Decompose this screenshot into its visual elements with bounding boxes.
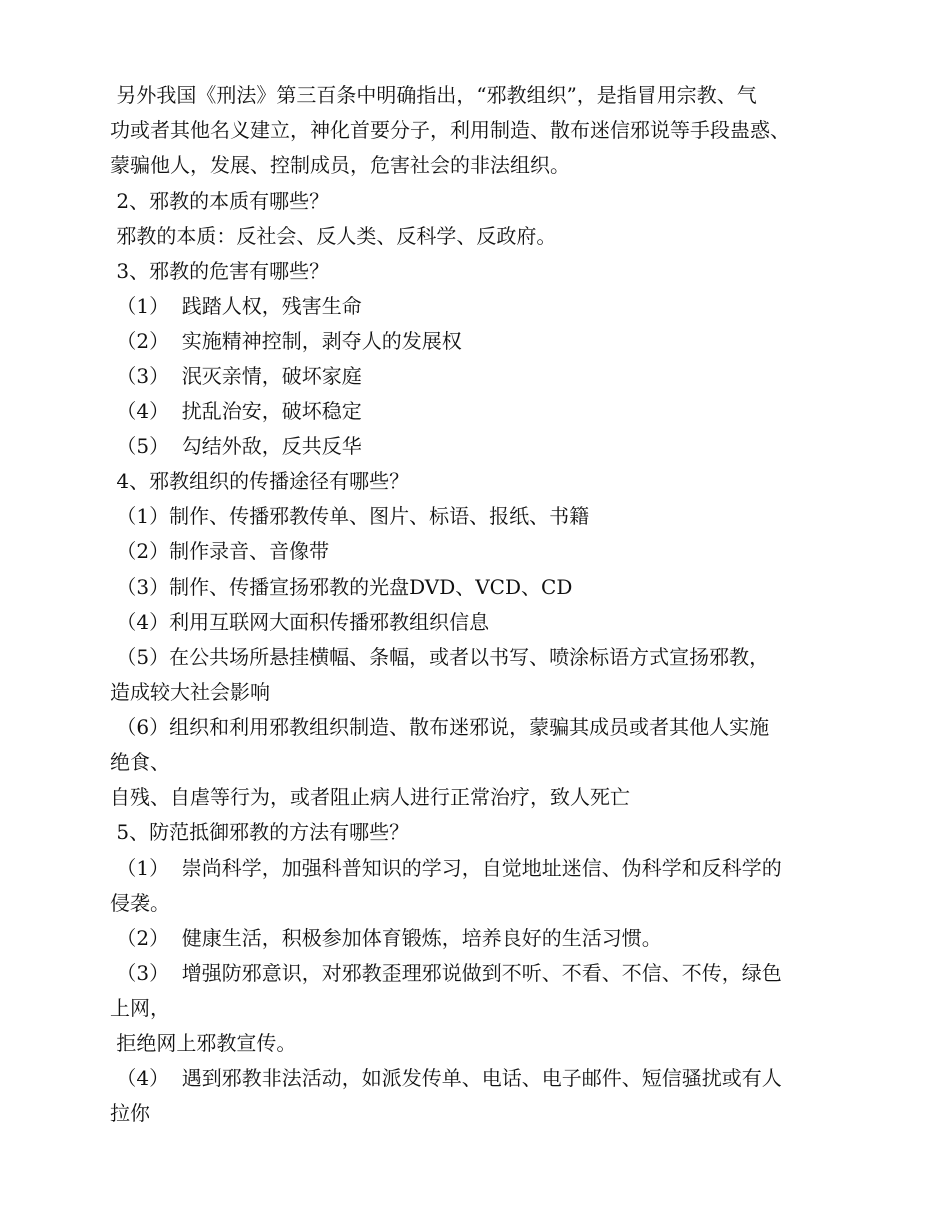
list-item: （5）在公共场所悬挂横幅、条幅，或者以书写、喷涂标语方式宣扬邪教， bbox=[110, 645, 770, 669]
list-item: （2）制作录音、音像带 bbox=[110, 539, 330, 563]
list-item: （2） 实施精神控制，剥夺人的发展权 bbox=[110, 329, 462, 353]
list-item: （1） 崇尚科学，加强科普知识的学习，自觉地址迷信、伪科学和反科学的 bbox=[110, 856, 782, 880]
text-line: 蒙骗他人，发展、控制成员，危害社会的非法组织。 bbox=[110, 153, 570, 177]
list-item: （4） 遇到邪教非法活动，如派发传单、电话、电子邮件、短信骚扰或有人 bbox=[110, 1066, 782, 1090]
list-item: （3） 泯灭亲情，破坏家庭 bbox=[110, 364, 362, 388]
text-line: 绝食、 bbox=[110, 750, 170, 774]
list-item: （6）组织和利用邪教组织制造、散布迷邪说，蒙骗其成员或者其他人实施 bbox=[110, 715, 770, 739]
section-heading: 2、邪教的本质有哪些？ bbox=[110, 189, 330, 213]
list-item: （1） 践踏人权，残害生命 bbox=[110, 294, 362, 318]
list-item: （2） 健康生活，积极参加体育锻炼，培养良好的生活习惯。 bbox=[110, 926, 662, 950]
list-item: （1）制作、传播邪教传单、图片、标语、报纸、书籍 bbox=[110, 504, 590, 528]
text-line: 另外我国《刑法》第三百条中明确指出，“邪教组织”，是指冒用宗教、气 bbox=[110, 83, 757, 107]
list-item: （3） 增强防邪意识，对邪教歪理邪说做到不听、不看、不信、不传，绿色 bbox=[110, 961, 782, 985]
text-line: 拒绝网上邪教宣传。 bbox=[110, 1031, 297, 1055]
list-item: （3）制作、传播宣扬邪教的光盘DVD、VCD、CD bbox=[110, 575, 573, 599]
section-heading: 5、防范抵御邪教的方法有哪些？ bbox=[110, 820, 410, 844]
section-heading: 3、邪教的危害有哪些？ bbox=[110, 259, 330, 283]
text-line: 造成较大社会影响 bbox=[110, 680, 270, 704]
list-item: （4）利用互联网大面积传播邪教组织信息 bbox=[110, 610, 490, 634]
text-line: 功或者其他名义建立，神化首要分子，利用制造、散布迷信邪说等手段蛊惑、 bbox=[110, 118, 790, 142]
text-line: 上网， bbox=[110, 996, 170, 1020]
list-item: （4） 扰乱治安，破坏稳定 bbox=[110, 399, 362, 423]
text-line: 邪教的本质：反社会、反人类、反科学、反政府。 bbox=[110, 224, 557, 248]
text-line: 侵袭。 bbox=[110, 891, 170, 915]
section-heading: 4、邪教组织的传播途径有哪些？ bbox=[110, 469, 410, 493]
text-line: 拉你 bbox=[110, 1101, 150, 1125]
list-item: （5） 勾结外敌，反共反华 bbox=[110, 434, 362, 458]
text-line: 自残、自虐等行为，或者阻止病人进行正常治疗，致人死亡 bbox=[110, 785, 630, 809]
